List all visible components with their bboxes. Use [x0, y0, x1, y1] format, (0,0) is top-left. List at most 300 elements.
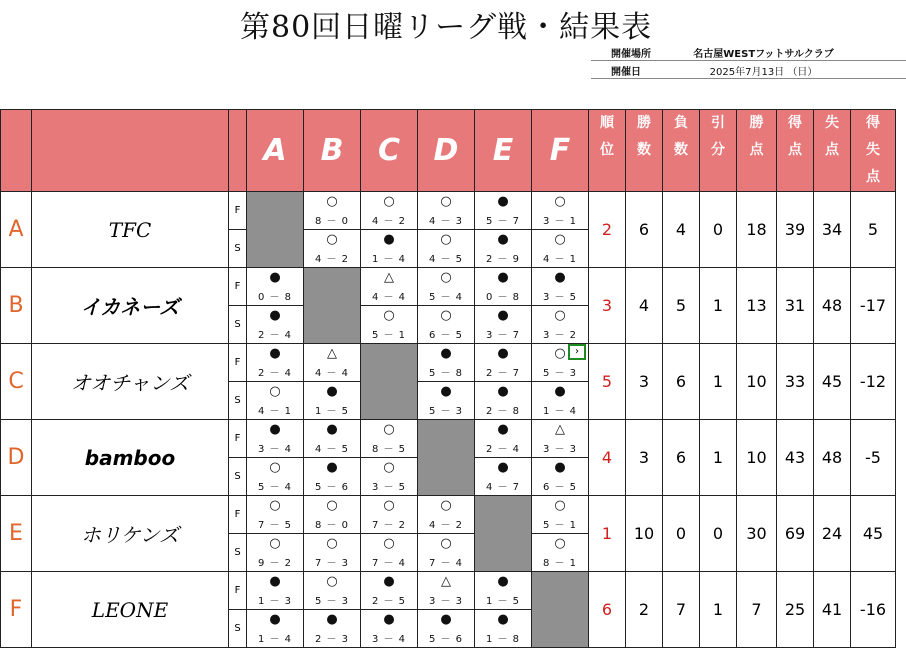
match-score: 0 － 8	[485, 292, 521, 303]
match-cell	[475, 344, 532, 382]
team-stat: -16	[851, 572, 896, 648]
header-col-a: A	[247, 110, 304, 192]
header-stat-char: 分	[711, 142, 725, 158]
match-score: 2 － 9	[485, 254, 521, 265]
result-mark: ○	[383, 460, 395, 475]
match-cell	[247, 572, 304, 610]
team-stat: 0	[700, 192, 737, 268]
header-row	[1, 110, 896, 192]
match-cell	[361, 610, 418, 648]
match-score: 1 － 4	[371, 254, 407, 265]
header-stat-char: 点	[788, 142, 802, 158]
result-mark: ●	[497, 384, 509, 399]
result-mark: ●	[497, 612, 509, 627]
match-cell	[361, 572, 418, 610]
match-score: 7 － 4	[371, 558, 407, 569]
result-mark: ●	[383, 232, 395, 247]
team-stat: -17	[851, 268, 896, 344]
match-cell	[304, 610, 361, 648]
match-cell	[475, 572, 532, 610]
match-cell	[475, 420, 532, 458]
match-cell	[361, 230, 418, 268]
match-cell	[532, 306, 589, 344]
result-mark: ○	[269, 384, 281, 399]
match-score: 4 － 1	[542, 254, 578, 265]
match-cell	[532, 344, 589, 382]
team-name: LEONE	[32, 572, 229, 648]
match-score: 8 － 5	[371, 444, 407, 455]
header-stat-char: 点	[866, 169, 880, 185]
team-stat: 1	[700, 420, 737, 496]
match-cell	[532, 230, 589, 268]
result-mark: ○	[440, 232, 452, 247]
match-score: 7 － 3	[314, 558, 350, 569]
header-stat-char: 失	[825, 115, 839, 131]
match-cell	[418, 534, 475, 572]
match-score: 4 － 4	[371, 292, 407, 303]
match-cell	[532, 534, 589, 572]
team-stat: 0	[700, 496, 737, 572]
match-score: 3 － 5	[542, 292, 578, 303]
team-stat: 10	[737, 344, 777, 420]
header-stat-char: 位	[600, 142, 614, 158]
result-mark: ●	[497, 194, 509, 209]
result-mark: ○	[269, 460, 281, 475]
match-cell	[304, 458, 361, 496]
result-mark: ●	[383, 574, 395, 589]
match-score: 3 － 4	[257, 444, 293, 455]
header-stat-char: 得	[788, 115, 802, 131]
header-stat	[700, 110, 737, 192]
match-score: 4 － 2	[371, 216, 407, 227]
match-score: 4 － 3	[428, 216, 464, 227]
result-mark: △	[441, 574, 451, 589]
team-stat: 1	[700, 268, 737, 344]
result-mark: ○	[554, 346, 566, 361]
match-cell	[418, 572, 475, 610]
result-mark: △	[327, 346, 337, 361]
result-mark: ○	[383, 422, 395, 437]
match-score: 4 － 1	[257, 406, 293, 417]
match-score: 4 － 5	[314, 444, 350, 455]
header-stat-char: 点	[825, 142, 839, 158]
header-stat	[626, 110, 663, 192]
self-match-cell	[532, 572, 589, 648]
match-cell	[304, 230, 361, 268]
result-mark: ○	[554, 536, 566, 551]
match-cell	[475, 268, 532, 306]
half-label: S	[229, 230, 247, 268]
team-stat: 3	[626, 344, 663, 420]
team-stat: 2	[626, 572, 663, 648]
match-score: 5 － 4	[257, 482, 293, 493]
self-match-cell	[247, 192, 304, 268]
match-score: 3 － 2	[542, 330, 578, 341]
half-label: F	[229, 192, 247, 230]
result-mark: ○	[554, 498, 566, 513]
result-mark: ○	[440, 498, 452, 513]
result-mark: ○	[326, 574, 338, 589]
match-cell	[418, 192, 475, 230]
result-mark: ●	[269, 308, 281, 323]
team-stat: 6	[663, 344, 700, 420]
header-stat	[589, 110, 626, 192]
result-mark: ●	[497, 270, 509, 285]
match-cell	[304, 420, 361, 458]
team-stat: 45	[814, 344, 851, 420]
match-cell	[361, 496, 418, 534]
team-stat: -12	[851, 344, 896, 420]
match-cell	[475, 230, 532, 268]
match-score: 3 － 3	[542, 444, 578, 455]
team-stat: 69	[777, 496, 814, 572]
team-stat: 34	[814, 192, 851, 268]
result-mark: ○	[554, 308, 566, 323]
match-cell	[247, 268, 304, 306]
row-team-letter: E	[1, 496, 32, 572]
match-cell	[247, 458, 304, 496]
match-cell	[475, 382, 532, 420]
team-stat: 10	[626, 496, 663, 572]
match-score: 1 － 5	[314, 406, 350, 417]
match-score: 5 － 1	[542, 520, 578, 531]
results-table	[0, 109, 896, 648]
match-score: 2 － 4	[485, 444, 521, 455]
match-cell	[247, 306, 304, 344]
match-score: 3 － 3	[428, 596, 464, 607]
team-rank: 5	[589, 344, 626, 420]
match-score: 3 － 5	[371, 482, 407, 493]
match-score: 1 － 4	[542, 406, 578, 417]
team-stat: 48	[814, 420, 851, 496]
header-stat-char: 勝	[749, 115, 764, 131]
header-stat-char: 点	[749, 142, 764, 158]
match-cell	[418, 382, 475, 420]
match-cell	[418, 268, 475, 306]
match-score: 1 － 3	[257, 596, 293, 607]
header-stat-char: 得	[866, 115, 880, 131]
result-mark: ○	[440, 536, 452, 551]
match-score: 8 － 0	[314, 216, 350, 227]
team-stat: 33	[777, 344, 814, 420]
team-name: ホリケンズ	[32, 496, 229, 572]
row-team-letter: F	[1, 572, 32, 648]
result-mark: ●	[497, 308, 509, 323]
header-stat-char: 引	[711, 115, 725, 131]
team-name: オオチャンズ	[32, 344, 229, 420]
half-label: S	[229, 534, 247, 572]
team-rank: 2	[589, 192, 626, 268]
result-mark: ●	[326, 422, 338, 437]
result-mark: ●	[383, 612, 395, 627]
team-stat: 4	[663, 192, 700, 268]
match-cell	[475, 458, 532, 496]
table-row	[1, 572, 896, 610]
result-mark: ●	[326, 612, 338, 627]
team-stat: 6	[626, 192, 663, 268]
result-mark: △	[384, 270, 394, 285]
half-label: F	[229, 268, 247, 306]
match-cell	[247, 496, 304, 534]
table-row	[1, 344, 896, 382]
team-stat: 3	[626, 420, 663, 496]
match-cell	[361, 420, 418, 458]
team-stat: 4	[626, 268, 663, 344]
result-mark: ●	[269, 574, 281, 589]
header-stat	[814, 110, 851, 192]
result-mark: ○	[269, 498, 281, 513]
result-mark: ●	[269, 612, 281, 627]
result-mark: ●	[440, 346, 452, 361]
match-cell	[418, 610, 475, 648]
match-score: 4 － 2	[428, 520, 464, 531]
page-title: 第80回日曜リーグ戦・結果表	[240, 10, 653, 45]
match-cell	[532, 382, 589, 420]
match-cell	[361, 192, 418, 230]
match-cell	[304, 192, 361, 230]
match-cell	[247, 534, 304, 572]
self-match-cell	[361, 344, 418, 420]
result-mark: ●	[554, 460, 566, 475]
match-score: 1 － 5	[485, 596, 521, 607]
header-stat	[737, 110, 777, 192]
match-score: 2 － 4	[257, 368, 293, 379]
team-name: bamboo	[32, 420, 229, 496]
result-mark: ●	[554, 384, 566, 399]
header-col-f: F	[532, 110, 589, 192]
match-cell	[304, 496, 361, 534]
team-stat: 1	[700, 344, 737, 420]
match-score: 7 － 4	[428, 558, 464, 569]
header-col-c: C	[361, 110, 418, 192]
team-stat: 31	[777, 268, 814, 344]
self-match-cell	[475, 496, 532, 572]
header-blank	[1, 110, 32, 192]
result-mark: ○	[326, 536, 338, 551]
match-score: 3 － 4	[371, 634, 407, 645]
result-mark: ●	[269, 270, 281, 285]
header-half-col	[229, 110, 247, 192]
result-mark: ●	[326, 460, 338, 475]
match-cell	[418, 306, 475, 344]
row-team-letter: A	[1, 192, 32, 268]
match-score: 5 － 3	[542, 368, 578, 379]
result-mark: ●	[269, 346, 281, 361]
match-score: 8 － 0	[314, 520, 350, 531]
match-score: 2 － 4	[257, 330, 293, 341]
team-stat: 6	[663, 420, 700, 496]
team-stat: 24	[814, 496, 851, 572]
match-score: 9 － 2	[257, 558, 293, 569]
result-mark: ○	[269, 536, 281, 551]
match-score: 2 － 8	[485, 406, 521, 417]
result-mark: ●	[554, 270, 566, 285]
result-mark: ○	[326, 232, 338, 247]
match-score: 5 － 3	[314, 596, 350, 607]
match-cell	[475, 610, 532, 648]
row-team-letter: B	[1, 268, 32, 344]
header-team-col	[32, 110, 229, 192]
result-mark: ●	[440, 384, 452, 399]
half-label: S	[229, 382, 247, 420]
match-score: 5 － 1	[371, 330, 407, 341]
header-col-b: B	[304, 110, 361, 192]
match-cell	[418, 230, 475, 268]
team-rank: 3	[589, 268, 626, 344]
match-cell	[532, 458, 589, 496]
team-name: イカネーズ	[32, 268, 229, 344]
match-score: 5 － 3	[428, 406, 464, 417]
team-stat: 5	[851, 192, 896, 268]
team-name: TFC	[32, 192, 229, 268]
header-stat	[663, 110, 700, 192]
team-stat: 18	[737, 192, 777, 268]
header-col-d: D	[418, 110, 475, 192]
team-rank: 1	[589, 496, 626, 572]
venue-label: 開催場所	[611, 49, 651, 60]
result-mark: ○	[440, 194, 452, 209]
match-score: 4 － 2	[314, 254, 350, 265]
date-label: 開催日	[611, 67, 641, 78]
half-label: S	[229, 610, 247, 648]
table-row	[1, 496, 896, 534]
team-rank: 4	[589, 420, 626, 496]
table-row	[1, 268, 896, 306]
result-mark: △	[555, 422, 565, 437]
header-stat-char: 失	[866, 142, 880, 158]
match-score: 4 － 7	[485, 482, 521, 493]
date-value: 2025年7月13日 （日）	[709, 67, 818, 78]
half-label: F	[229, 572, 247, 610]
match-score: 6 － 5	[428, 330, 464, 341]
team-stat: 30	[737, 496, 777, 572]
match-score: 3 － 7	[485, 330, 521, 341]
match-score: 3 － 1	[542, 216, 578, 227]
table-row	[1, 192, 896, 230]
header-stat-char: 数	[674, 142, 688, 158]
team-rank: 6	[589, 572, 626, 648]
match-cell	[304, 534, 361, 572]
team-stat: 43	[777, 420, 814, 496]
match-cell	[304, 572, 361, 610]
match-score: 2 － 5	[371, 596, 407, 607]
result-mark: ●	[497, 232, 509, 247]
header-stat-char: 数	[637, 142, 651, 158]
team-stat: 39	[777, 192, 814, 268]
result-mark: ○	[554, 194, 566, 209]
header-stat-char: 負	[674, 115, 688, 131]
team-stat: 0	[663, 496, 700, 572]
header-stat	[777, 110, 814, 192]
team-stat: 41	[814, 572, 851, 648]
header-col-e: E	[475, 110, 532, 192]
match-cell	[532, 268, 589, 306]
team-stat: 13	[737, 268, 777, 344]
half-label: S	[229, 458, 247, 496]
match-score: 2 － 7	[485, 368, 521, 379]
team-stat: 45	[851, 496, 896, 572]
venue-row	[591, 43, 906, 61]
match-score: 2 － 3	[314, 634, 350, 645]
match-cell	[304, 382, 361, 420]
team-stat: 10	[737, 420, 777, 496]
result-mark: ○	[326, 498, 338, 513]
match-score: 7 － 2	[371, 520, 407, 531]
team-stat: 25	[777, 572, 814, 648]
match-cell	[247, 420, 304, 458]
match-score: 4 － 4	[314, 368, 350, 379]
match-cell	[475, 192, 532, 230]
match-score: 6 － 5	[542, 482, 578, 493]
match-score: 5 － 6	[314, 482, 350, 493]
team-stat: 7	[663, 572, 700, 648]
match-cell	[475, 306, 532, 344]
header-stat-char: 順	[600, 115, 614, 131]
row-team-letter: D	[1, 420, 32, 496]
result-mark: ○	[383, 536, 395, 551]
table-row	[1, 420, 896, 458]
result-mark: ○	[440, 270, 452, 285]
team-stat: 48	[814, 268, 851, 344]
result-mark: ●	[440, 612, 452, 627]
half-label: S	[229, 306, 247, 344]
match-cell	[247, 382, 304, 420]
team-stat: -5	[851, 420, 896, 496]
result-mark: ●	[326, 384, 338, 399]
result-mark: ○	[383, 194, 395, 209]
half-label: F	[229, 344, 247, 382]
selected-cell-marker[interactable]: ›	[568, 344, 586, 360]
match-score: 5 － 8	[428, 368, 464, 379]
row-team-letter: C	[1, 344, 32, 420]
match-cell	[247, 344, 304, 382]
match-cell	[532, 420, 589, 458]
result-mark: ○	[383, 308, 395, 323]
match-cell	[247, 610, 304, 648]
self-match-cell	[418, 420, 475, 496]
result-mark: ○	[383, 498, 395, 513]
match-cell	[361, 458, 418, 496]
match-score: 4 － 5	[428, 254, 464, 265]
match-cell	[361, 534, 418, 572]
date-row	[591, 61, 906, 79]
venue-value: 名古屋WESTフットサルクラブ	[693, 49, 834, 60]
match-score: 7 － 5	[257, 520, 293, 531]
match-cell	[361, 306, 418, 344]
team-stat: 7	[737, 572, 777, 648]
team-stat: 1	[700, 572, 737, 648]
match-cell	[304, 344, 361, 382]
match-cell	[361, 268, 418, 306]
match-cell	[418, 496, 475, 534]
match-score: 5 － 6	[428, 634, 464, 645]
result-mark: ●	[497, 422, 509, 437]
result-mark: ○	[440, 308, 452, 323]
result-mark: ●	[497, 574, 509, 589]
result-mark: ○	[326, 194, 338, 209]
half-label: F	[229, 420, 247, 458]
match-cell	[418, 344, 475, 382]
match-score: 5 － 7	[485, 216, 521, 227]
self-match-cell	[304, 268, 361, 344]
match-score: 5 － 4	[428, 292, 464, 303]
match-score: 0 － 8	[257, 292, 293, 303]
match-score: 1 － 4	[257, 634, 293, 645]
result-mark: ●	[497, 346, 509, 361]
match-score: 8 － 1	[542, 558, 578, 569]
half-label: F	[229, 496, 247, 534]
result-mark: ●	[269, 422, 281, 437]
